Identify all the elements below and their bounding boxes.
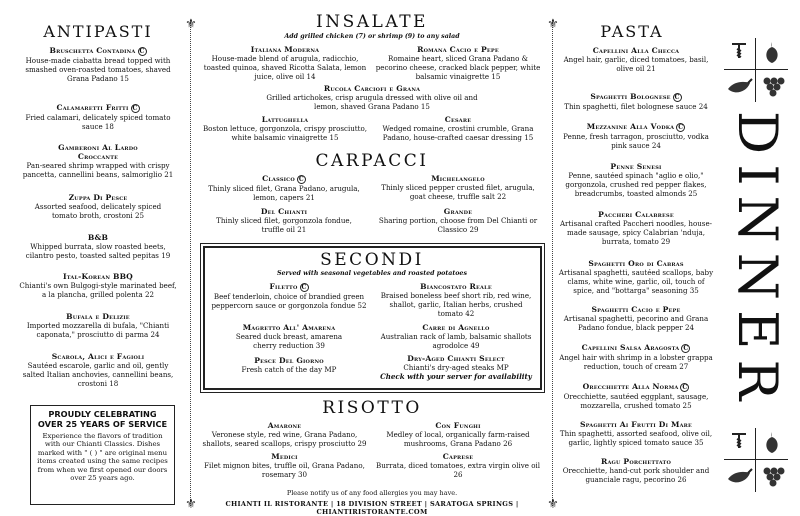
item-desc: Thinly sliced filet, Grana Padano, arugula, lemon, capers 21 [208, 183, 360, 202]
item-desc: House-made ciabatta bread topped with smashed oven-roasted tomatoes, shaved Grana Padano 15 [25, 55, 171, 83]
menu-item [372, 45, 544, 81]
item-name: Amarone [267, 421, 302, 430]
menu-item [18, 193, 178, 220]
menu-item [558, 259, 714, 295]
menu-item [262, 84, 482, 111]
item-desc: Thinly sliced filet, gorgonzola fondue, truffle oil 21 [216, 216, 352, 234]
menu-item [210, 323, 368, 350]
menu-item [376, 452, 540, 479]
menu-item [200, 115, 370, 142]
item-desc: Veronese style, red wine, Grana Padano, shallots, seared scallops, crispy prosciutto 29 [202, 430, 367, 448]
menu-item [376, 207, 540, 234]
item-desc: Chianti's dry-aged steaks MP [403, 363, 509, 372]
menu-item [558, 210, 714, 246]
item-name: Ital-Korean BBQ [62, 272, 133, 281]
item-desc: Orecchiette, sautéed eggplant, sausage, mozzarella, crushed tomato 25 [563, 391, 709, 410]
item-name: Grande [443, 207, 473, 216]
menu-item [210, 356, 368, 374]
item-name: Classico [262, 174, 295, 183]
menu-item [558, 162, 714, 198]
fleur-de-lis-icon: ⚜ [185, 17, 197, 32]
top-icon-grid [724, 38, 788, 102]
menu-item [376, 174, 540, 201]
item-desc: Filet mignon bites, truffle oil, Grana Padano, rosemary 30 [204, 461, 365, 479]
dinner-word: DINNER [726, 110, 790, 410]
item-desc: Penne, sautéed spinach "aglio e olio," gorgonzola, crushed red pepper flakes, breadcrumbs, toasted almonds 25 [565, 171, 707, 198]
allergy-note: Please notify us of any food allergies you may have. [286, 489, 458, 497]
promo-title: PROUDLY CELEBRATING OVER 25 YEARS OF SERVICE [37, 409, 168, 429]
item-name: Capellini Alla Checca [592, 46, 680, 55]
item-desc: Orecchiette, hand-cut pork shoulder and guanciale ragu, pecorino 26 [562, 466, 710, 484]
menu-item [202, 452, 367, 479]
item-name: Spaghetti Ai Frutti Di Mare [579, 420, 693, 429]
menu-item [200, 45, 370, 81]
pepper-icon [724, 461, 754, 491]
item-desc: Chianti's own Bulgogi-style marinated beef, a la plancha, grilled polenta 22 [19, 281, 177, 299]
item-name: Capellini Salsa Aragosta [581, 343, 680, 352]
item-name: Caprese [442, 452, 474, 461]
classic-badge-icon: C [681, 344, 690, 353]
menu-item [558, 420, 714, 447]
item-desc: Boston lettuce, gorgonzola, crispy prosciutto, white balsamic vinaigrette 15 [202, 124, 368, 142]
item-name: Biancostato Reale [420, 282, 492, 291]
classic-badge-icon: C [131, 104, 140, 113]
item-name: Calamaretti Fritti [56, 103, 129, 112]
footer-address: CHIANTI IL RISTORANTE | 18 DIVISION STREET | SARATOGA SPRINGS | CHIANTIRISTORANTE.COM [225, 500, 519, 516]
classic-badge-icon: C [138, 47, 147, 56]
item-desc: Sharing portion, choose from Del Chianti or Classico 29 [378, 216, 538, 234]
right-divider [552, 22, 553, 506]
item-name: Lattughella [261, 115, 309, 124]
classic-badge-icon: C [673, 93, 682, 102]
classic-badge-icon: C [680, 383, 689, 392]
item-desc: Burrata, diced tomatoes, extra virgin olive oil 26 [376, 461, 541, 479]
item-name: Spaghetti Cacio e Pepe [591, 305, 681, 314]
item-desc: Sautéed escarole, garlic and oil, gently salted Italian anchovies, cannellini beans, crostoni 18 [22, 361, 174, 388]
item-desc: Penne, fresh tarragon, prosciutto, vodka pink sauce 24 [563, 131, 709, 150]
item-desc: Romaine heart, sliced Grana Padano & pecorino cheese, cracked black pepper, white balsamic vinaigrette 15 [375, 54, 541, 81]
item-desc: Braised boneless beef short rib, red wine, shallot, garlic, Italian herbs, crushed tomato 42 [380, 291, 532, 318]
menu-item [18, 103, 178, 131]
item-desc: Thinly sliced pepper crusted filet, arugula, goat cheese, truffle salt 22 [381, 183, 535, 201]
item-name: Michelangelo [431, 174, 485, 183]
classic-badge-icon: C [297, 175, 306, 184]
menu-item [18, 352, 178, 388]
item-desc: Artisanal crafted Paccheri noodles, house-made sausage, spicy Calabrian 'nduja, burrata, tomato 29 [559, 219, 713, 246]
item-name: Orecchiette Alla Norma [582, 382, 679, 391]
item-desc: Grilled artichokes, crisp arugula dressed with olive oil and lemon, shaved Grana Padano 15 [266, 93, 478, 111]
menu-item [204, 174, 364, 202]
garlic-icon [757, 38, 787, 68]
item-desc: Angel hair, garlic, diced tomatoes, basil, olive oil 21 [563, 55, 709, 73]
item-name: Cesare [444, 115, 472, 124]
item-desc: Imported mozzarella di bufala, "Chianti caponata," prosciutto di parma 24 [26, 321, 170, 339]
menu-item [18, 46, 178, 83]
menu-item [376, 282, 536, 318]
promo-body: Experience the flavors of tradition with our Chianti Classics. Dishes marked with " ( ) " are original menu items created using the same recipes from when we first opened our doors over 25 years ago. [37, 432, 168, 483]
item-name: Bufala e Delizie [66, 312, 130, 321]
pasta-title: PASTA [600, 22, 664, 41]
item-name: Spaghetti Oro di Cabras [588, 259, 684, 268]
item-desc: Medley of local, organically farm-raised mushrooms, Grana Padano 26 [386, 430, 530, 448]
menu-item [204, 207, 364, 234]
menu-item [376, 323, 536, 350]
item-desc: Beef tenderloin, choice of brandied green peppercorn sauce or gorgonzola fondue 52 [211, 291, 367, 310]
item-name: Carre di Agnello [422, 323, 490, 332]
menu-item [558, 92, 714, 111]
item-desc: Assorted seafood, delicately spiced tomato broth, crostoni 25 [34, 202, 162, 220]
insalate-title: INSALATE [316, 12, 428, 32]
menu-item [18, 233, 178, 260]
item-desc: Wedged romaine, crostini crumble, Grana Padano, house-crafted caesar dressing 15 [382, 124, 534, 142]
menu-item [558, 457, 714, 484]
menu-item [558, 305, 714, 332]
item-name: Romana Cacio e Pepe [417, 45, 499, 54]
item-desc: Thin spaghetti, filet bolognese sauce 24 [564, 101, 708, 111]
garlic-icon [757, 428, 787, 458]
item-name: Dry-Aged Chianti Select [407, 354, 505, 363]
item-name: Del Chianti [260, 207, 308, 216]
item-name: Italiana Moderna [250, 45, 320, 54]
item-desc: Artisanal spaghetti, pecorino and Grana Padano fondue, black pepper 24 [563, 314, 709, 332]
secondi-title: SECONDI [320, 250, 424, 270]
menu-item [372, 115, 544, 142]
carpacci-title: CARPACCI [315, 151, 429, 171]
left-divider [190, 22, 191, 506]
item-desc: Whipped burrata, slow roasted beets, cilantro pesto, toasted salted pepitas 19 [25, 242, 171, 260]
menu-item [376, 421, 540, 448]
item-name: B&B [87, 233, 109, 242]
item-note: Check with your server for availability [380, 372, 532, 381]
item-name: Paccheri Calabrese [598, 210, 674, 219]
grapes-icon [757, 71, 787, 101]
item-name: Mezzanine Alla Vodka [586, 122, 675, 131]
menu-item [558, 382, 714, 410]
item-desc: Fresh catch of the day MP [241, 365, 337, 374]
item-name: Pesce Del Giorno [254, 356, 324, 365]
item-desc: Australian rack of lamb, balsamic shallots agrodolce 49 [380, 332, 532, 350]
fleur-de-lis-icon: ⚜ [547, 17, 559, 32]
menu-item [18, 312, 178, 339]
insalate-subtitle: Add grilled chicken (7) or shrimp (9) to any salad [284, 33, 460, 40]
item-name: Scarola, Alici e Fagioli [51, 352, 145, 361]
menu-item [18, 272, 178, 299]
corkscrew-icon [724, 38, 754, 68]
item-desc: Pan-seared shrimp wrapped with crispy pancetta, cannellini beans, salmoriglio 21 [22, 161, 174, 179]
item-desc: Artisanal spaghetti, sautéed scallops, baby clams, white wine, garlic, oil, touch of spice, and "bottarga" seasoning 35 [558, 268, 714, 295]
item-name: Ragu Porchettato [600, 457, 672, 466]
item-name: Con Funghi [435, 421, 481, 430]
classic-badge-icon: C [676, 123, 685, 132]
classic-badge-icon: C [300, 283, 309, 292]
secondi-subtitle: Served with seasonal vegetables and roasted potatoes [276, 270, 467, 277]
menu-item [376, 354, 536, 381]
menu-item [210, 282, 368, 310]
corkscrew-icon [724, 428, 754, 458]
item-name: Magretto All' Amarena [242, 323, 336, 332]
fleur-de-lis-icon: ⚜ [547, 497, 559, 512]
menu-item [558, 343, 714, 371]
bottom-icon-grid [724, 428, 788, 492]
menu-item [202, 421, 367, 448]
item-desc: Seared duck breast, amarena cherry reduction 39 [235, 332, 343, 350]
item-name: Rucola Carciofi e Grana [323, 84, 421, 93]
menu-item [18, 143, 178, 179]
menu-item [558, 46, 714, 73]
item-name: Zuppa Di Pesce [68, 193, 128, 202]
item-name: Spaghetti Bolognese [590, 92, 671, 101]
dinner-banner [722, 110, 794, 410]
risotto-title: RISOTTO [322, 398, 422, 418]
item-name: Medici [271, 452, 298, 461]
pepper-icon [724, 71, 754, 101]
item-desc: Angel hair with shrimp in a lobster grappa reduction, touch of cream 27 [559, 352, 713, 371]
antipasti-title: ANTIPASTI [43, 22, 153, 41]
item-name: Bruschetta Contadina [49, 46, 136, 55]
item-desc: House-made blend of arugula, radicchio, toasted quinoa, shaved Ricotta Salata, lemon juice, olive oil 14 [203, 54, 367, 81]
item-name: Filetto [269, 282, 298, 291]
promo-box [30, 405, 175, 505]
fleur-de-lis-icon: ⚜ [185, 497, 197, 512]
item-name: Penne Senesi [610, 162, 662, 171]
grapes-icon [757, 461, 787, 491]
item-desc: Thin spaghetti, assorted seafood, olive oil, garlic, lightly spiced tomato sauce 35 [559, 429, 713, 447]
item-name: Gamberoni Al Lardo Croccante [58, 143, 138, 161]
item-desc: Fried calamari, delicately spiced tomato sauce 18 [25, 112, 171, 131]
menu-item [558, 122, 714, 150]
